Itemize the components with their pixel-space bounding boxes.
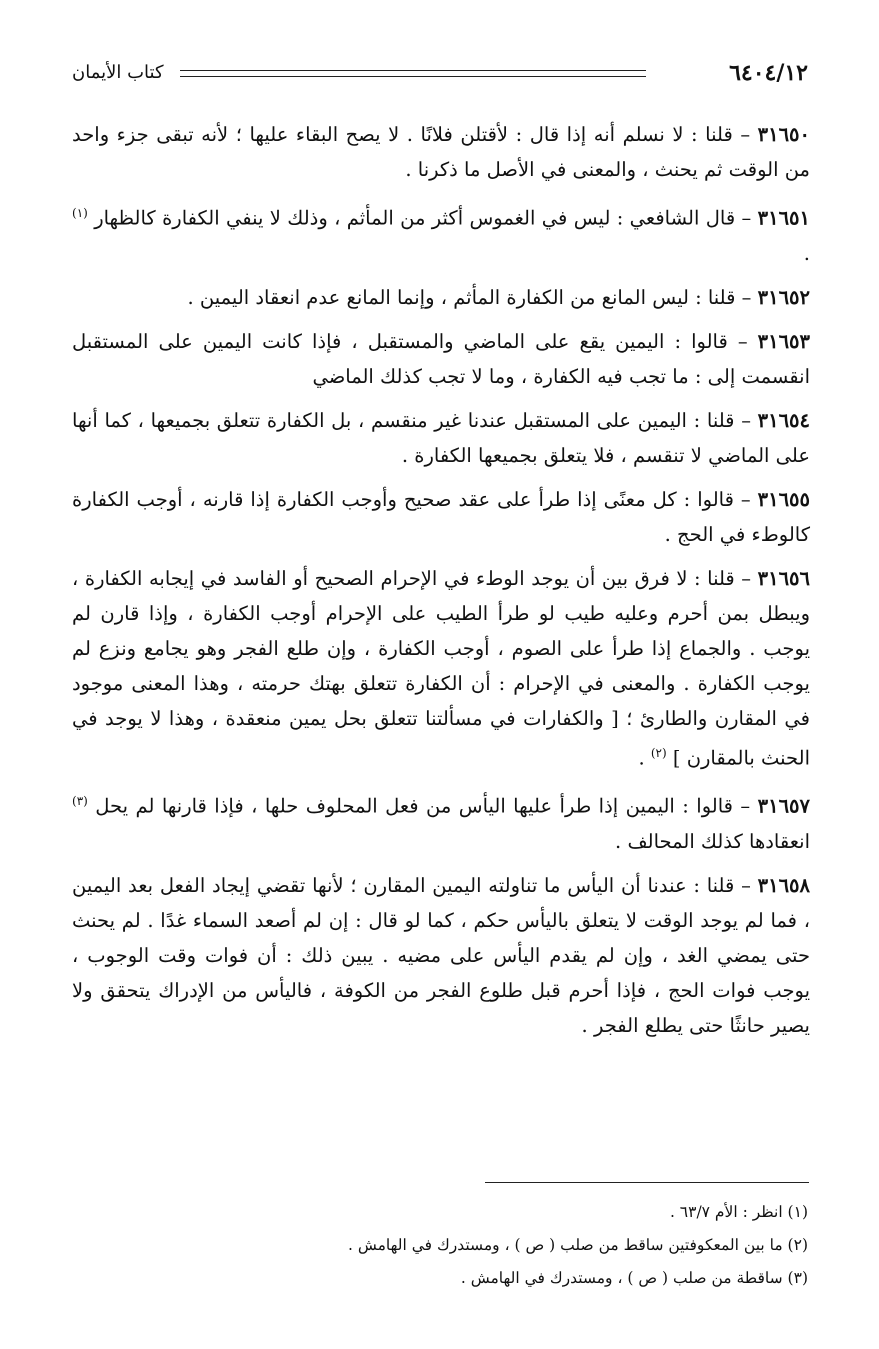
paragraph-31650 xyxy=(72,117,810,187)
paragraph-text: – قلنا : اليمين على المستقبل عندنا غير منقسم ، بل الكفارة تتعلق بجميعها ، كما أنها على الماضي لا تنقسم ، فلا يتعلق بجميعها الكفارة . xyxy=(72,408,810,467)
paragraph-31657 xyxy=(72,784,810,859)
paragraph-text: – قلنا : لا نسلم أنه إذا قال : لأقتلن فلانًا . لا يصح البقاء عليها ؛ لأنه تبقى جزء واحد من الوقت ثم يحنث ، والمعنى في الأصل ما ذكرنا . xyxy=(72,123,810,181)
paragraph-text: – قالوا : اليمين إذا طرأ عليها اليأس من فعل المحلوف حلها ، فإذا قارنها لم يحل xyxy=(95,794,751,818)
paragraph-31651 xyxy=(72,196,810,271)
paragraph-31656 xyxy=(72,561,810,776)
paragraph-number: ٣١٦٥٦ xyxy=(757,566,810,590)
footnote-1: (١) انظر : الأم ٦٣/٧ . xyxy=(669,1203,808,1221)
paragraph-number: ٣١٦٥٥ xyxy=(757,487,810,511)
paragraph-number: ٣١٦٥٣ xyxy=(757,329,810,353)
page-number: ٦٤٠٤/١٢ xyxy=(729,60,808,86)
book-title: كتاب الأيمان xyxy=(72,62,164,83)
paragraph-text: – قلنا : عندنا أن اليأس ما تناولته اليمين المقارن ؛ لأنها تقضي إيجاد الفعل بعد اليمين ، فما لم يوجد الوقت لا يتعلق باليأس حكم ، كما لو قال : إن لم أصعد السماء غدًا . لم يحنث حتى يمضي الغد ، وإن لم يقدم اليأس على مضيه . يبين ذلك : أن فوات وقت الوجوب ، يوجب فوات الحج ، فإذا أحرم قبل طلوع الفجر من الكوفة ، فاليأس من الإدراك يتحقق ولا يصير حانثًا حتى يطلع الفجر . xyxy=(72,873,810,1037)
paragraph-text: – قلنا : لا فرق بين أن يوجد الوطء في الإحرام الصحيح أو الفاسد في إيجابه الكفارة ، ويبطل بمن أحرم وعليه طيب لو طرأ الطيب على الإحرام أوجب الكفارة ، وإذا قارن لم يوجب . والجماع إذا طرأ على الصوم ، أوجب الكفارة ، وإن طلع الفجر وهو يجامع ونزع لم يوجب الكفارة . والمعنى في الإحرام : أن الكفارة تتعلق بهتك حرمته ، وهذا المعنى موجود في المقارن والطارئ ؛ [ والكفارات في مسألتنا تتعلق بحل يمين منعقدة ، وهذا لا يوجد في الحنث بالمقارن ] xyxy=(72,566,810,769)
page-header xyxy=(72,58,808,90)
paragraph-number: ٣١٦٥٨ xyxy=(757,873,810,897)
paragraph-tail: . xyxy=(638,746,651,769)
paragraph-number: ٣١٦٥٤ xyxy=(757,408,811,432)
paragraph-tail: انعقادها كذلك المحالف . xyxy=(615,829,810,853)
footnote-ref[interactable]: (٢) xyxy=(650,745,667,760)
footnotes xyxy=(72,1196,808,1295)
footnote-ref[interactable]: (٣) xyxy=(72,794,88,808)
paragraph-number: ٣١٦٥١ xyxy=(757,206,811,230)
footnote-3: (٣) ساقطة من صلب ( ص ) ، ومستدرك في الهامش . xyxy=(460,1269,808,1287)
paragraph-31655 xyxy=(72,482,810,552)
paragraph-31653 xyxy=(72,324,810,394)
footnote-ref[interactable]: (١) xyxy=(72,206,88,220)
paragraph-text: – قالوا : كل معنًى إذا طرأ على عقد صحيح وأوجب الكفارة إذا قارنه ، أوجب الكفارة كالوطء في الحج . xyxy=(72,487,810,546)
main-text xyxy=(72,117,810,1052)
paragraph-number: ٣١٦٥٠ xyxy=(757,123,810,146)
paragraph-number: ٣١٦٥٧ xyxy=(757,794,810,818)
paragraph-number: ٣١٦٥٢ xyxy=(757,285,810,309)
paragraph-31658 xyxy=(72,868,810,1043)
paragraph-text: – قلنا : ليس المانع من الكفارة المأثم ، وإنما المانع عدم انعقاد اليمين . xyxy=(187,285,752,309)
paragraph-text: – قالوا : اليمين يقع على الماضي والمستقبل ، فإذا كانت اليمين على المستقبل انقسمت إلى : ما تجب فيه الكفارة ، وما لا تجب كذلك الماضي xyxy=(72,329,810,388)
paragraph-31654 xyxy=(72,403,810,473)
paragraph-31652 xyxy=(72,280,810,315)
footnote-2: (٢) ما بين المعكوفتين ساقط من صلب ( ص ) ، ومستدرك في الهامش . xyxy=(347,1236,808,1254)
paragraph-text: – قال الشافعي : ليس في الغموس أكثر من المأثم ، وذلك لا ينفي الكفارة كالظهار xyxy=(94,206,752,230)
paragraph-tail: . xyxy=(803,241,810,265)
footnote-divider xyxy=(485,1182,809,1183)
header-rule xyxy=(180,70,646,77)
